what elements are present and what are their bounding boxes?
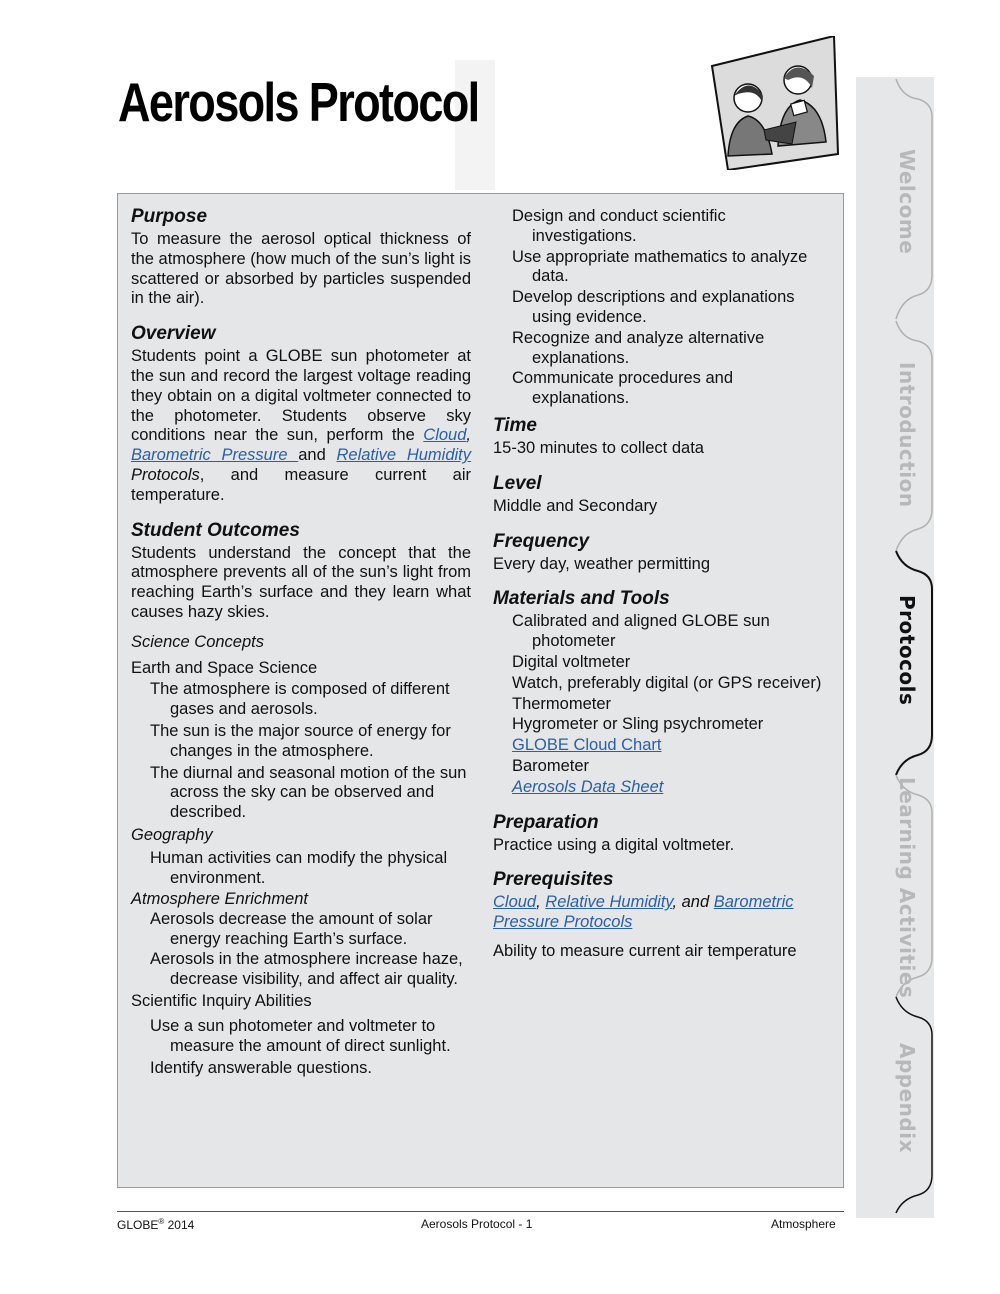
prereq-humidity-link[interactable]: Relative Humidity [545,893,673,912]
list-item: Use appropriate mathematics to analyze data. [512,247,808,286]
list-item [493,736,833,756]
outcomes-text: Students understand the concept that the atmosphere prevents all of the sun’s light from reaching Earth’s surface and they learn what causes hazy skies. [131,543,471,621]
tab-learning-activities[interactable]: Learning Activities [895,777,919,999]
frequency-heading: Frequency [493,530,590,552]
list-item: The atmosphere is composed of different gases and aerosols. [150,680,450,719]
frequency-text: Every day, weather permitting [493,554,711,573]
purpose-text: To measure the aerosol optical thickness of the atmosphere (how much of the sun’s light is scattered or absorbed by particles suspended in the air). [131,230,471,308]
overview-sep1: , [466,426,471,445]
list-item: Aerosols decrease the amount of solar energy reaching Earth’s surface. [150,910,433,948]
overview-text-c: , and measure current air temperature. [131,465,471,504]
list-item: Human activities can modify the physical environment. [150,848,448,887]
preparation-section [493,810,833,856]
tab-introduction[interactable]: Introduction [895,362,919,508]
list-item: Calibrated and aligned GLOBE sun photometer [512,612,770,651]
list-item: The diurnal and seasonal motion of the sun across the sky can be observed and described. [150,763,467,822]
list-item: Use a sun photometer and voltmeter to measure the amount of direct sunlight. [150,1017,451,1055]
prerequisites-section [493,867,833,961]
list-item [493,778,833,798]
tab-welcome[interactable]: Welcome [895,149,919,255]
list-item: The sun is the major source of energy for changes in the atmosphere. [150,721,451,760]
barometric-pressure-link[interactable]: Barometric Pressure [131,446,299,465]
tab-appendix[interactable]: Appendix [895,1043,919,1153]
right-column [493,204,833,974]
materials-section [493,586,833,797]
prerequisites-protocols [493,893,833,933]
overview-protocols-word: Protocols [131,465,200,484]
preparation-heading: Preparation [493,811,599,833]
footer-year: 2014 [164,1218,195,1232]
level-heading: Level [493,472,542,494]
outcomes-heading: Student Outcomes [131,519,300,541]
list-item: Thermometer [512,694,612,713]
relative-humidity-link[interactable]: Relative Humidity [336,446,471,465]
level-section [493,471,833,517]
overview-text [131,347,471,505]
outcomes-section [131,518,471,1079]
prerequisites-heading: Prerequisites [493,869,614,891]
purpose-section [131,204,471,309]
frequency-section [493,529,833,575]
time-section [493,413,833,459]
tab-protocols[interactable]: Protocols [895,595,919,706]
prereq-pressure-link[interactable]: Barometric Pressure Protocols [493,893,794,932]
list-item: Recognize and analyze alternative explanations. [512,328,765,367]
purpose-heading: Purpose [131,206,208,227]
prereq-sep2: , and [672,893,714,912]
time-text: 15-30 minutes to collect data [493,438,704,457]
footer-globe: GLOBE [117,1218,159,1232]
overview-text-a: Students point a GLOBE sun photometer at the sun and record the largest voltage reading they obtain on a digital voltmeter connected to the photometer. Students observe sky conditions near the sun, perform the [131,347,471,445]
students-illustration [708,36,840,170]
earth-space-label: Earth and Space Science [131,658,318,677]
list-item: Design and conduct scientific investigations. [512,207,726,245]
content-box [117,193,844,1188]
prereq-sep1: , [536,893,546,912]
list-item: Barometer [512,756,590,775]
materials-heading: Materials and Tools [493,588,670,610]
list-item: Watch, preferably digital (or GPS receiver) [512,673,822,692]
list-item: Identify answerable questions. [150,1058,372,1077]
section-tabs [856,77,934,1218]
globe-cloud-chart-link[interactable]: GLOBE Cloud Chart [512,736,662,755]
geography-label: Geography [131,825,213,844]
inquiry-continued [493,207,833,409]
left-column [131,204,471,1090]
footer-left [117,1217,194,1232]
footer-right: Atmosphere [771,1217,836,1231]
aerosols-data-sheet-link[interactable]: Aerosols Data Sheet [512,777,664,796]
list-item: Hygrometer or Sling psychrometer [512,715,764,734]
registered-mark: ® [158,1217,165,1226]
prerequisites-text: Ability to measure current air temperature [493,941,797,960]
science-concepts-label: Science Concepts [131,632,264,651]
level-text: Middle and Secondary [493,496,658,515]
footer-divider [117,1211,844,1212]
footer-center: Aerosols Protocol - 1 [421,1217,533,1231]
list-item: Develop descriptions and explanations using evidence. [512,288,795,326]
list-item: Digital voltmeter [512,652,631,671]
list-item: Communicate procedures and explanations. [512,369,734,408]
page-title: Aerosols Protocol [118,71,479,133]
overview-sep2: and [298,446,337,465]
overview-heading: Overview [131,323,216,345]
prereq-cloud-link[interactable]: Cloud [493,893,537,912]
overview-section [131,321,471,505]
inquiry-abilities-label: Scientific Inquiry Abilities [131,992,312,1011]
preparation-text: Practice using a digital voltmeter. [493,835,735,854]
cloud-protocol-link[interactable]: Cloud [423,426,467,445]
list-item: Aerosols in the atmosphere increase haze, decrease visibility, and affect air quality. [150,949,463,988]
atmosphere-enrichment-label: Atmosphere Enrichment [131,890,308,909]
time-heading: Time [493,414,538,436]
